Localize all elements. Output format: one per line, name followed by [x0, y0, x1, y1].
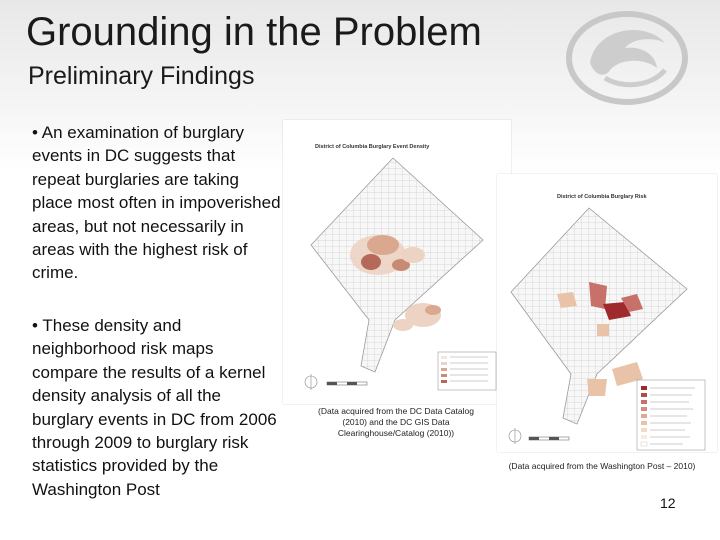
density-map-caption: (Data acquired from the DC Data Catalog (2010) and the DC GIS Data Clearinghouse/Catalog (2010)) — [318, 406, 474, 438]
density-map — [283, 120, 511, 404]
bullet-findings: • An examination of burglary events in DC suggests that repeat burglaries are taking place most often in impoverished areas, but not necessarily in areas with the highest risk of crime. — [32, 123, 281, 283]
slide-title: Grounding in the Problem — [26, 10, 482, 54]
risk-map-title: District of Columbia Burglary Risk — [557, 194, 647, 200]
risk-map-caption: (Data acquired from the Washington Post – 2010) — [508, 461, 696, 471]
bullet-map-comparison: • These density and neighborhood risk maps compare the results of a kernel density analysis of all the burglary events in DC from 2006 through 2009 to burglary risk statistics provided by the Washington Post — [32, 316, 277, 499]
density-map-title: District of Columbia Burglary Event Density — [315, 144, 430, 150]
page-number: 12 — [660, 495, 676, 511]
risk-map — [497, 174, 717, 452]
slide-subtitle: Preliminary Findings — [28, 62, 255, 90]
nittany-lion-shield-icon — [565, 8, 690, 108]
